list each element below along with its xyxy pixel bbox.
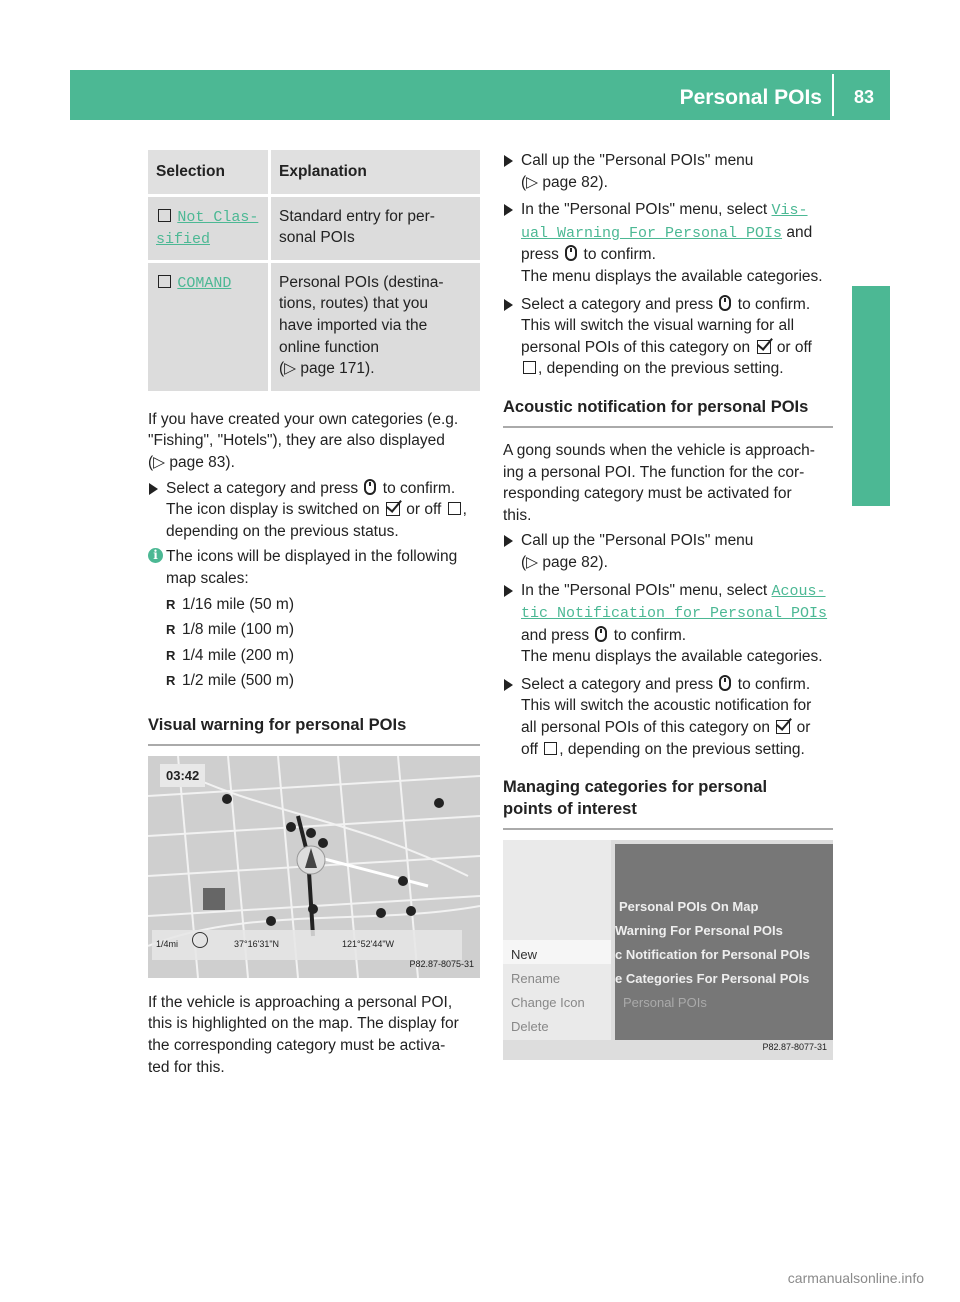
image-code: P82.87-8075-31 [409, 959, 474, 970]
chapter-title: Personal POIs [679, 86, 822, 109]
menu-option-acoustic-notification: Acous‐ [771, 582, 826, 600]
table-cell-text: Standard entry for per- [279, 207, 435, 225]
option-not-classified: Not Clas- [177, 208, 259, 226]
left-column [148, 150, 480, 1078]
list-item: R 1/4 mile (200 m) [148, 645, 480, 667]
map-clock: 03:42 [160, 764, 205, 788]
map-longitude: 121°52'44"W [342, 938, 395, 949]
selection-table [148, 150, 480, 391]
map-scale: 1/4mi [156, 938, 179, 949]
poi-marker [306, 828, 316, 838]
list-item: R 1/2 mile (500 m) [148, 670, 480, 692]
table-cell-text: tions, routes) that you [279, 295, 429, 313]
menu-option: Warning For Personal POIs [615, 923, 783, 939]
table-cell-text: sonal POIs [279, 229, 355, 247]
instruction-step: In the "Personal POIs" menu, select Acous‐ tic Notification for Personal POIs and press to confirm. The menu displays the available categories. [503, 580, 833, 668]
header-bar [70, 70, 890, 120]
paragraph-gong: A gong sounds when the vehicle is approach- ing a personal POI. The function for the cor- responding category must be activated for this. [503, 441, 815, 524]
page-number: 83 [853, 87, 874, 107]
menu-left-panel [503, 840, 611, 1040]
option-not-classified-cont: sified [156, 231, 211, 249]
controller-press-icon [565, 245, 577, 261]
instruction-step: Select a category and press to confirm. This will switch the visual warning for all personal POIs of this category on or off , depending on the previous setting. [503, 294, 833, 380]
heading-acoustic-notification: Acoustic notification for personal POIs [503, 396, 833, 428]
option-comand: COMAND [177, 274, 232, 292]
watermark: carmanualsonline.info [787, 1270, 924, 1286]
instruction-step: Select a category and press to confirm. This will switch the acoustic notification for all personal POIs of this category on or off , depending on the previous setting. [503, 674, 833, 760]
menu-item-rename: Rename [511, 971, 561, 987]
menu-screenshot [503, 840, 833, 1060]
poi-marker [398, 876, 408, 886]
paragraph-categories: If you have created your own categories (e.g. "Fishing", "Hotels"), they are also displayed (▷ page 83). [148, 410, 459, 471]
controller-press-icon [364, 479, 376, 495]
heading-visual-warning: Visual warning for personal POIs [148, 714, 480, 746]
menu-option-visual-warning: Vis‐ [771, 202, 808, 220]
checkbox-empty-icon [158, 209, 171, 222]
checkbox-empty-icon [523, 361, 536, 374]
info-note: i The icons will be displayed in the following map scales: [148, 546, 480, 589]
poi-marker [308, 904, 318, 914]
instruction-step: Call up the "Personal POIs" menu (▷ page 82). [503, 530, 833, 573]
heading-managing-categories: Managing categories for personal points of interest [503, 776, 833, 830]
instruction-step: Select a category and press to confirm. The icon display is switched on or off , depending on the previous status. [148, 478, 480, 543]
checkbox-checked-icon [386, 502, 400, 516]
checkbox-checked-icon [776, 720, 790, 734]
menu-option: e Categories For Personal POIs [615, 971, 810, 987]
table-cell-text: online function [279, 338, 379, 356]
menu-option-acoustic-notification-cont: tic Notification for Personal POIs [521, 605, 828, 623]
table-header-explanation: Explanation [271, 150, 480, 194]
instruction-step: Call up the "Personal POIs" menu (▷ page 82). [503, 150, 833, 193]
table-cell-text: have imported via the [279, 316, 428, 334]
table-row [148, 260, 480, 391]
image-code: P82.87-8077-31 [762, 1041, 827, 1052]
table-row [148, 194, 480, 260]
checkbox-checked-icon [757, 340, 771, 354]
menu-item-new: New [511, 947, 538, 963]
poi-marker [222, 794, 232, 804]
poi-marker [286, 822, 296, 832]
table-header-selection: Selection [148, 150, 271, 194]
checkbox-empty-icon [448, 502, 461, 515]
menu-option-visual-warning-cont: ual Warning For Personal POIs [521, 224, 783, 242]
controller-press-icon [719, 675, 731, 691]
header-divider [832, 74, 834, 116]
poi-marker [376, 908, 386, 918]
table-cell-text: Personal POIs (destina- [279, 273, 444, 291]
info-icon: i [148, 548, 163, 563]
list-item: R 1/16 mile (50 m) [148, 594, 480, 616]
map-screenshot [148, 756, 480, 978]
checkbox-empty-icon [544, 742, 557, 755]
menu-option: c Notification for Personal POIs [615, 947, 811, 963]
poi-marker [406, 906, 416, 916]
menu-item-delete: Delete [511, 1019, 549, 1035]
menu-option: Personal POIs On Map [619, 899, 759, 915]
list-item: R 1/8 mile (100 m) [148, 619, 480, 641]
section-tab-label: Navigation [858, 345, 883, 459]
poi-marker [318, 838, 328, 848]
compass-icon [192, 932, 208, 948]
paragraph-approaching: If the vehicle is approaching a personal POI, this is highlighted on the map. The display for the corresponding category must be activa- ted for this. [148, 993, 459, 1076]
controller-press-icon [719, 295, 731, 311]
instruction-step: In the "Personal POIs" menu, select Vis‐ ual Warning For Personal POIs and press to confirm. The menu displays the available categories. [503, 199, 833, 287]
checkbox-empty-icon [158, 275, 171, 288]
menu-option: Personal POIs [623, 995, 707, 1011]
poi-marker [266, 916, 276, 926]
page-reference: (▷ page 171). [279, 360, 375, 378]
right-column [503, 150, 833, 1060]
controller-press-icon [595, 626, 607, 642]
map-latitude: 37°16'31"N [234, 938, 280, 949]
poi-marker [434, 798, 444, 808]
menu-item-change-icon: Change Icon [511, 995, 585, 1011]
